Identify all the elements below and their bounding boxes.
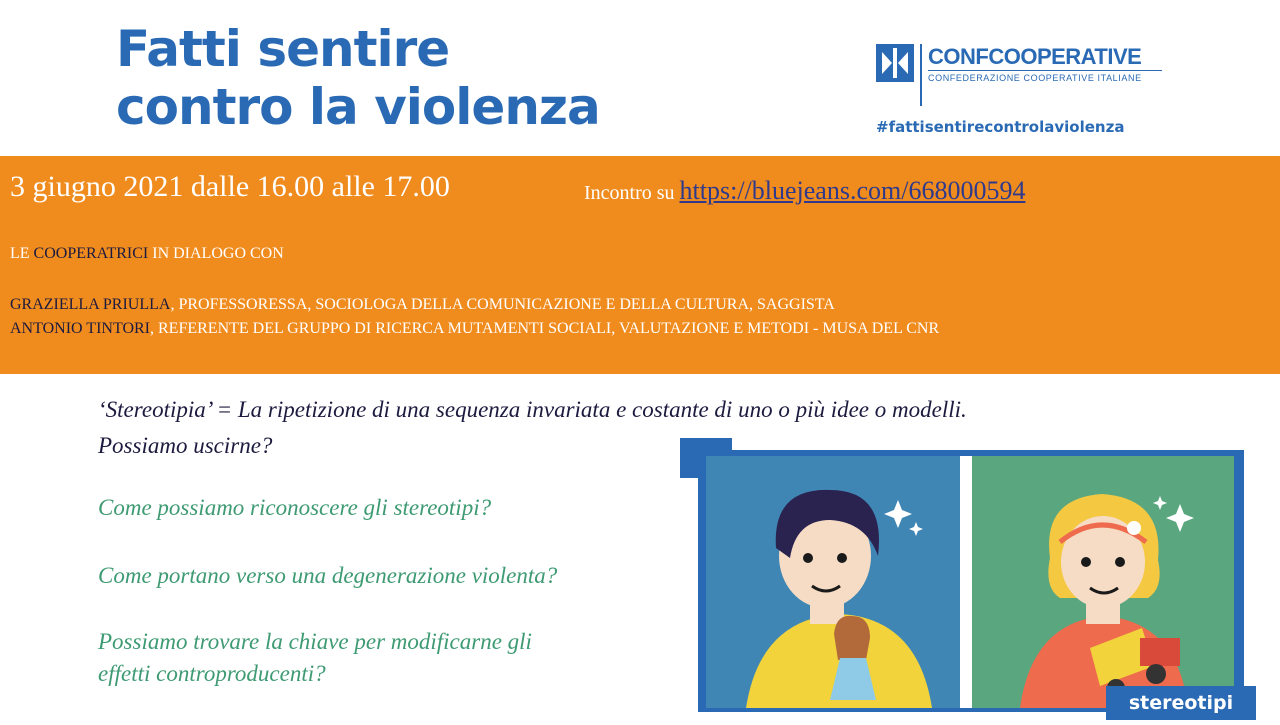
panel-divider	[960, 456, 972, 708]
meeting-info	[584, 176, 1025, 206]
question-3-line-2: effetti controproducenti?	[98, 661, 326, 686]
meeting-link[interactable]: https://bluejeans.com/668000594	[679, 176, 1026, 205]
event-date: 3 giugno 2021 dalle 16.00 alle 17.00	[10, 170, 450, 203]
speaker-2-name: ANTONIO TINTORI	[10, 320, 150, 337]
stereotipi-badge: stereotipi	[1106, 686, 1256, 720]
title-line-1: Fatti sentire	[116, 20, 450, 78]
logo-divider	[920, 44, 922, 106]
dialog-part-3: IN DIALOGO CON	[152, 245, 284, 262]
dialog-line	[10, 245, 284, 263]
speaker-2	[10, 320, 939, 338]
question-3	[98, 626, 532, 690]
meeting-prefix: Incontro su	[584, 182, 675, 204]
definition-question: Possiamo uscirne?	[98, 433, 273, 458]
event-title	[116, 20, 600, 136]
question-1: Come possiamo riconoscere gli stereotipi?	[98, 495, 492, 520]
illustration-svg	[680, 438, 1252, 720]
definition-text: ‘Stereotipia’ = La ripetizione di una sequenza invariata e costante di uno o più idee o modelli.	[98, 397, 967, 422]
question-3-line-1: Possiamo trovare la chiave per modificarne gli	[98, 629, 532, 654]
logo-underline	[928, 70, 1162, 71]
question-2: Come portano verso una degenerazione violenta?	[98, 563, 558, 588]
logo-name: CONFCOOPERATIVE	[928, 44, 1142, 69]
confcooperative-logo	[876, 44, 1166, 110]
stereotypes-illustration	[680, 438, 1252, 720]
dialog-part-1: LE	[10, 245, 30, 262]
logo-subtitle: CONFEDERAZIONE COOPERATIVE ITALIANE	[928, 73, 1142, 83]
speaker-2-role: , REFERENTE DEL GRUPPO DI RICERCA MUTAMENTI SOCIALI, VALUTAZIONE E METODI - MUSA DEL CNR	[150, 320, 940, 337]
logo-mark-icon	[876, 44, 914, 82]
title-line-2: contro la violenza	[116, 78, 600, 136]
dialog-highlight: COOPERATRICI	[33, 245, 149, 262]
hashtag: #fattisentirecontrolaviolenza	[876, 118, 1125, 136]
speaker-1	[10, 296, 835, 314]
speaker-1-role: , PROFESSORESSA, SOCIOLOGA DELLA COMUNICAZIONE E DELLA CULTURA, SAGGISTA	[170, 296, 835, 313]
speaker-1-name: GRAZIELLA PRIULLA	[10, 296, 171, 313]
